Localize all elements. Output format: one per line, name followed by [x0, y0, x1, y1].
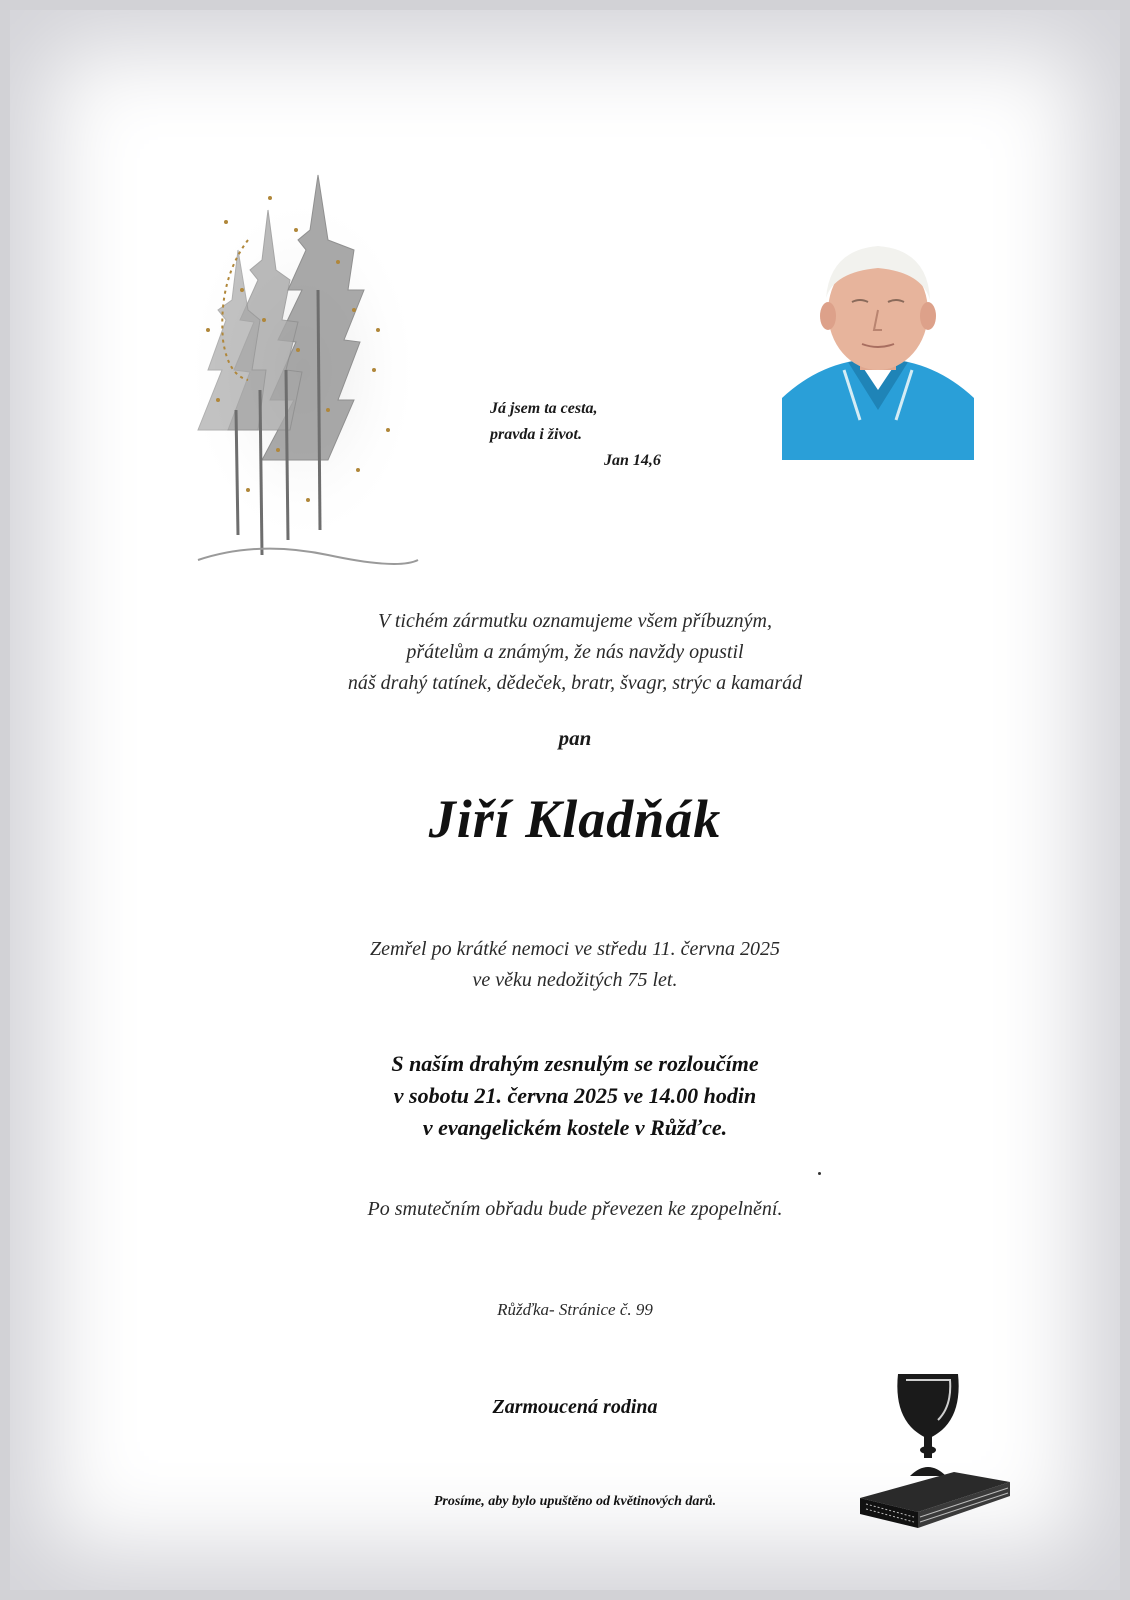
farewell-line-2: v sobotu 21. června 2025 ve 14.00 hodin	[393, 1083, 757, 1108]
death-details	[170, 934, 980, 996]
scan-speck	[818, 1172, 821, 1175]
portrait-photo	[782, 220, 974, 460]
farewell-line-3: v evangelickém kostele v Růžďce.	[422, 1115, 728, 1140]
family-address: Růžďka- Stránice č. 99	[497, 1300, 653, 1319]
no-flowers-request: Prosíme, aby bylo upuštěno od květinových darů.	[433, 1494, 717, 1509]
intro-line-1: V tichém zármutku oznamujeme všem příbuzným,	[377, 610, 772, 632]
death-line-2: ve věku nedožitých 75 let.	[472, 969, 678, 991]
farewell-line-1: S naším drahým zesnulým se rozloučíme	[391, 1051, 759, 1076]
family-signature: Zarmoucená rodina	[492, 1396, 658, 1418]
verse-reference: Jan 14,6	[604, 452, 661, 469]
funeral-details	[170, 1048, 980, 1144]
intro-line-3: náš drahý tatínek, dědeček, bratr, švagr, strýc a kamarád	[347, 672, 803, 694]
deceased-name: Jiří Kladňák	[428, 789, 722, 849]
chalice-on-book-icon	[858, 1372, 1014, 1532]
verse-line-1: Já jsem ta cesta,	[490, 400, 598, 417]
honorific-title: pan	[558, 726, 592, 750]
bible-verse	[490, 396, 661, 474]
obituary-paper	[10, 10, 1120, 1590]
cremation-note: Po smutečním obřadu bude převezen ke zpopelnění.	[367, 1198, 783, 1220]
trees-illustration	[178, 170, 428, 590]
intro-line-2: přátelům a známým, že nás navždy opustil	[406, 641, 744, 663]
death-line-1: Zemřel po krátké nemoci ve středu 11. června 2025	[369, 938, 781, 960]
verse-line-2: pravda i život.	[490, 426, 582, 443]
announcement-text	[170, 606, 980, 699]
